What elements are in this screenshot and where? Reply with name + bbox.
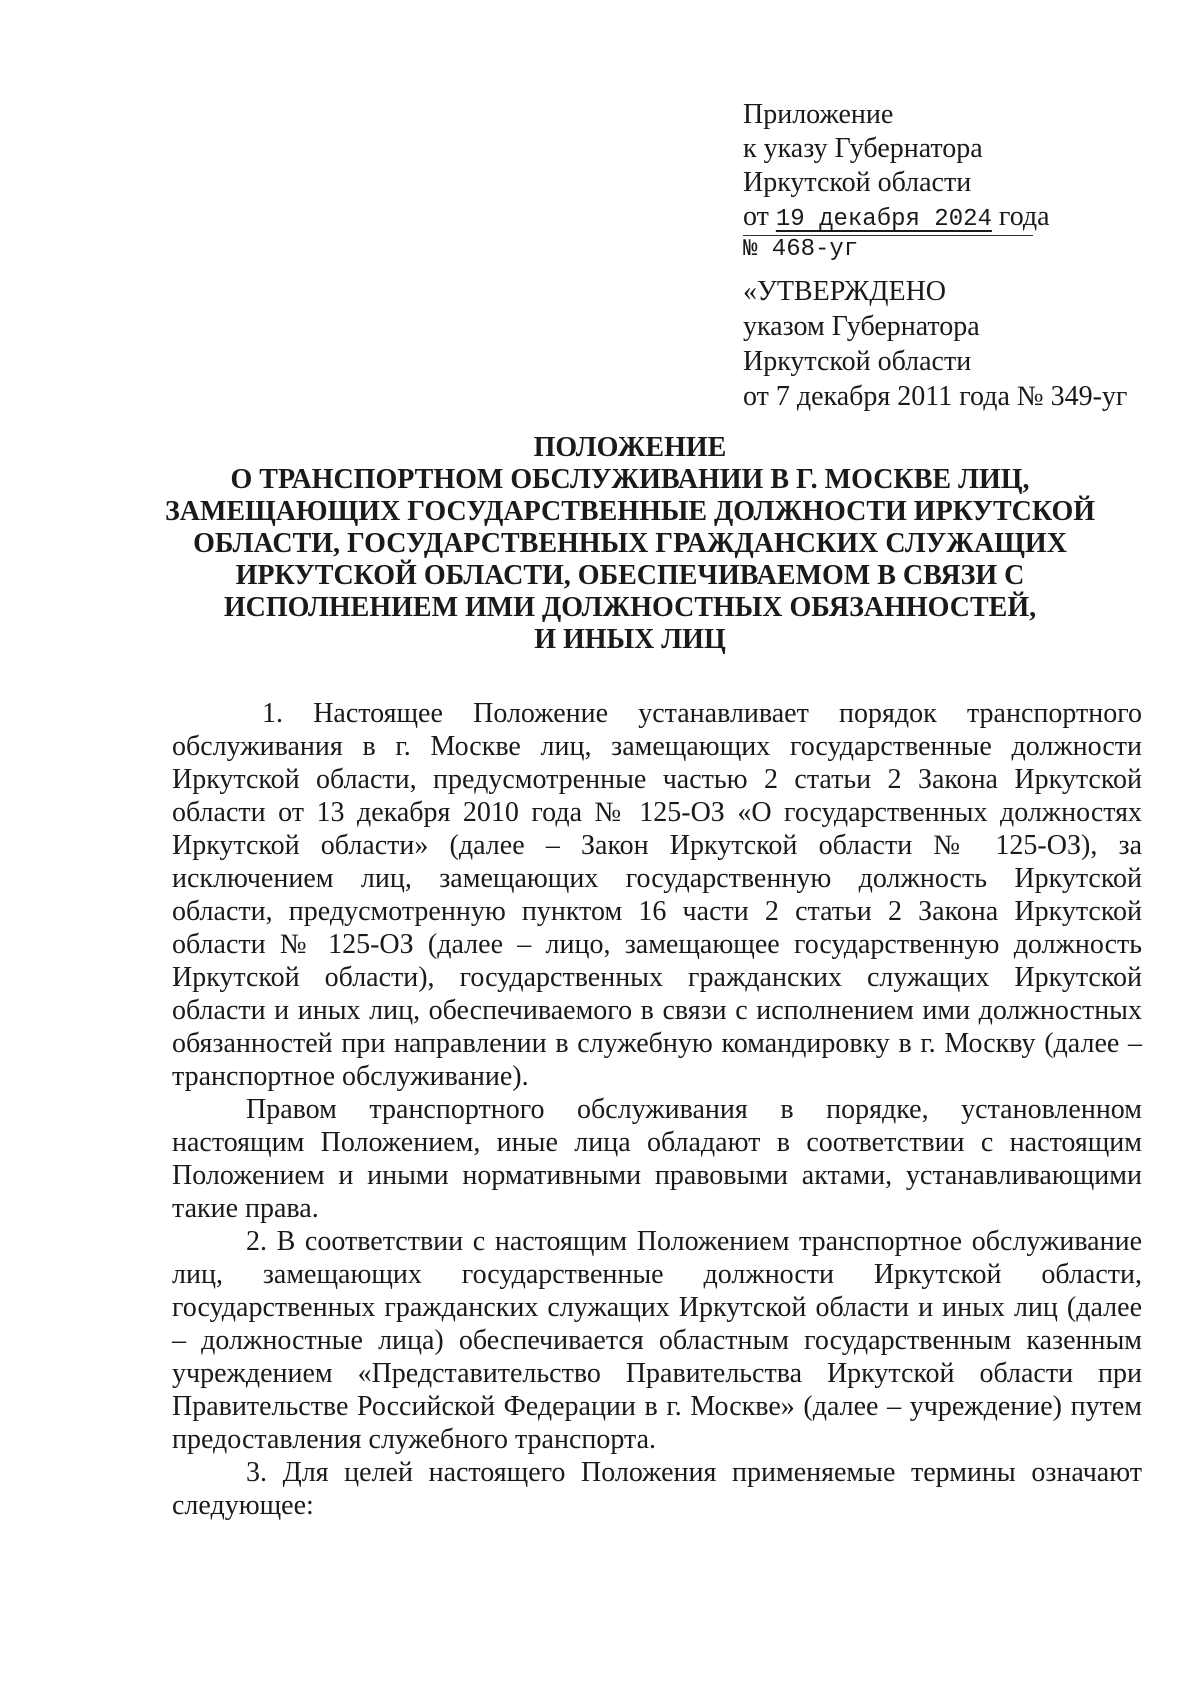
paragraph-3: 3. Для целей настоящего Положения применяемые термины означают следующее: — [172, 1457, 1142, 1521]
paragraph-1-continued: Правом транспортного обслуживания в порядке, установленном настоящим Положением, иные лица обладают в соответствии с настоящим Положением и иными нормативными правовыми актами, устанавливающими такие права. — [172, 1094, 1142, 1224]
decree-reference: к указу Губернатора — [743, 133, 983, 164]
title-line: ЗАМЕЩАЮЩИХ ГОСУДАРСТВЕННЫЕ ДОЛЖНОСТИ ИРКУТСКОЙ — [164, 496, 1096, 527]
date-suffix: года — [998, 201, 1050, 232]
title-line: ИРКУТСКОЙ ОБЛАСТИ, ОБЕСПЕЧИВАЕМОМ В СВЯЗИ С — [235, 560, 1025, 591]
approved-by: указом Губернатора — [743, 311, 980, 342]
region-name: Иркутской области — [743, 167, 972, 198]
decree-date — [743, 200, 1143, 237]
document-body — [172, 697, 1142, 1522]
title-line: ИСПОЛНЕНИЕМ ИМИ ДОЛЖНОСТНЫХ ОБЯЗАННОСТЕЙ, — [223, 592, 1037, 623]
approved-region: Иркутской области — [743, 346, 972, 377]
approval-stamp-block — [743, 274, 1143, 414]
title-line: О ТРАНСПОРТНОМ ОБСЛУЖИВАНИИ В Г. МОСКВЕ ЛИЦ, — [230, 464, 1030, 495]
title-line: ОБЛАСТИ, ГОСУДАРСТВЕННЫХ ГРАЖДАНСКИХ СЛУЖАЩИХ — [193, 528, 1067, 559]
paragraph-1: 1. Настоящее Положение устанавливает порядок транспортного обслуживания в г. Москве лиц, замещающих государственные должности Иркутской области, предусмотренные частью 2 статьи 2 Закона Иркутской области от 13 декабря 2010 года № 125-ОЗ «О государственных должностях Иркутской области» (далее – Закон Иркутской области № 125-ОЗ), за исключением лиц, замещающих государственную должность Иркутской области, предусмотренную пунктом 16 части 2 статьи 2 Закона Иркутской области № 125-ОЗ (далее – лицо, замещающее государственную должность Иркутской области), государственных гражданских служащих Иркутской области и иных лиц, обеспечиваемого в связи с исполнением ими должностных обязанностей при направлении в служебную командировку в г. Москву (далее – транспортное обслуживание). — [172, 698, 1142, 1092]
title-line: ПОЛОЖЕНИЕ — [533, 432, 727, 463]
paragraph-2: 2. В соответствии с настоящим Положением транспортное обслуживание лиц, замещающих государственные должности Иркутской области, государственных гражданских служащих Иркутской области и иных лиц (далее – должностные лица) обеспечивается областным государственным казенным учреждением «Представительство Правительства Иркутской области при Правительстве Российской Федерации в г. Москве» (далее – учреждение) путем предоставления служебного транспорта. — [172, 1226, 1142, 1455]
appendix-header — [743, 98, 1143, 414]
date-value: 19 декабря 2024 — [775, 206, 992, 233]
date-prefix: от — [743, 201, 769, 232]
document-title — [160, 432, 1100, 656]
approved-label: «УТВЕРЖДЕНО — [743, 276, 947, 307]
title-line: И ИНЫХ ЛИЦ — [534, 624, 726, 655]
approved-date: от 7 декабря 2011 года № 349-уг — [743, 381, 1128, 412]
appendix-label: Приложение — [743, 99, 894, 130]
decree-number: № 468-уг — [743, 235, 1033, 264]
